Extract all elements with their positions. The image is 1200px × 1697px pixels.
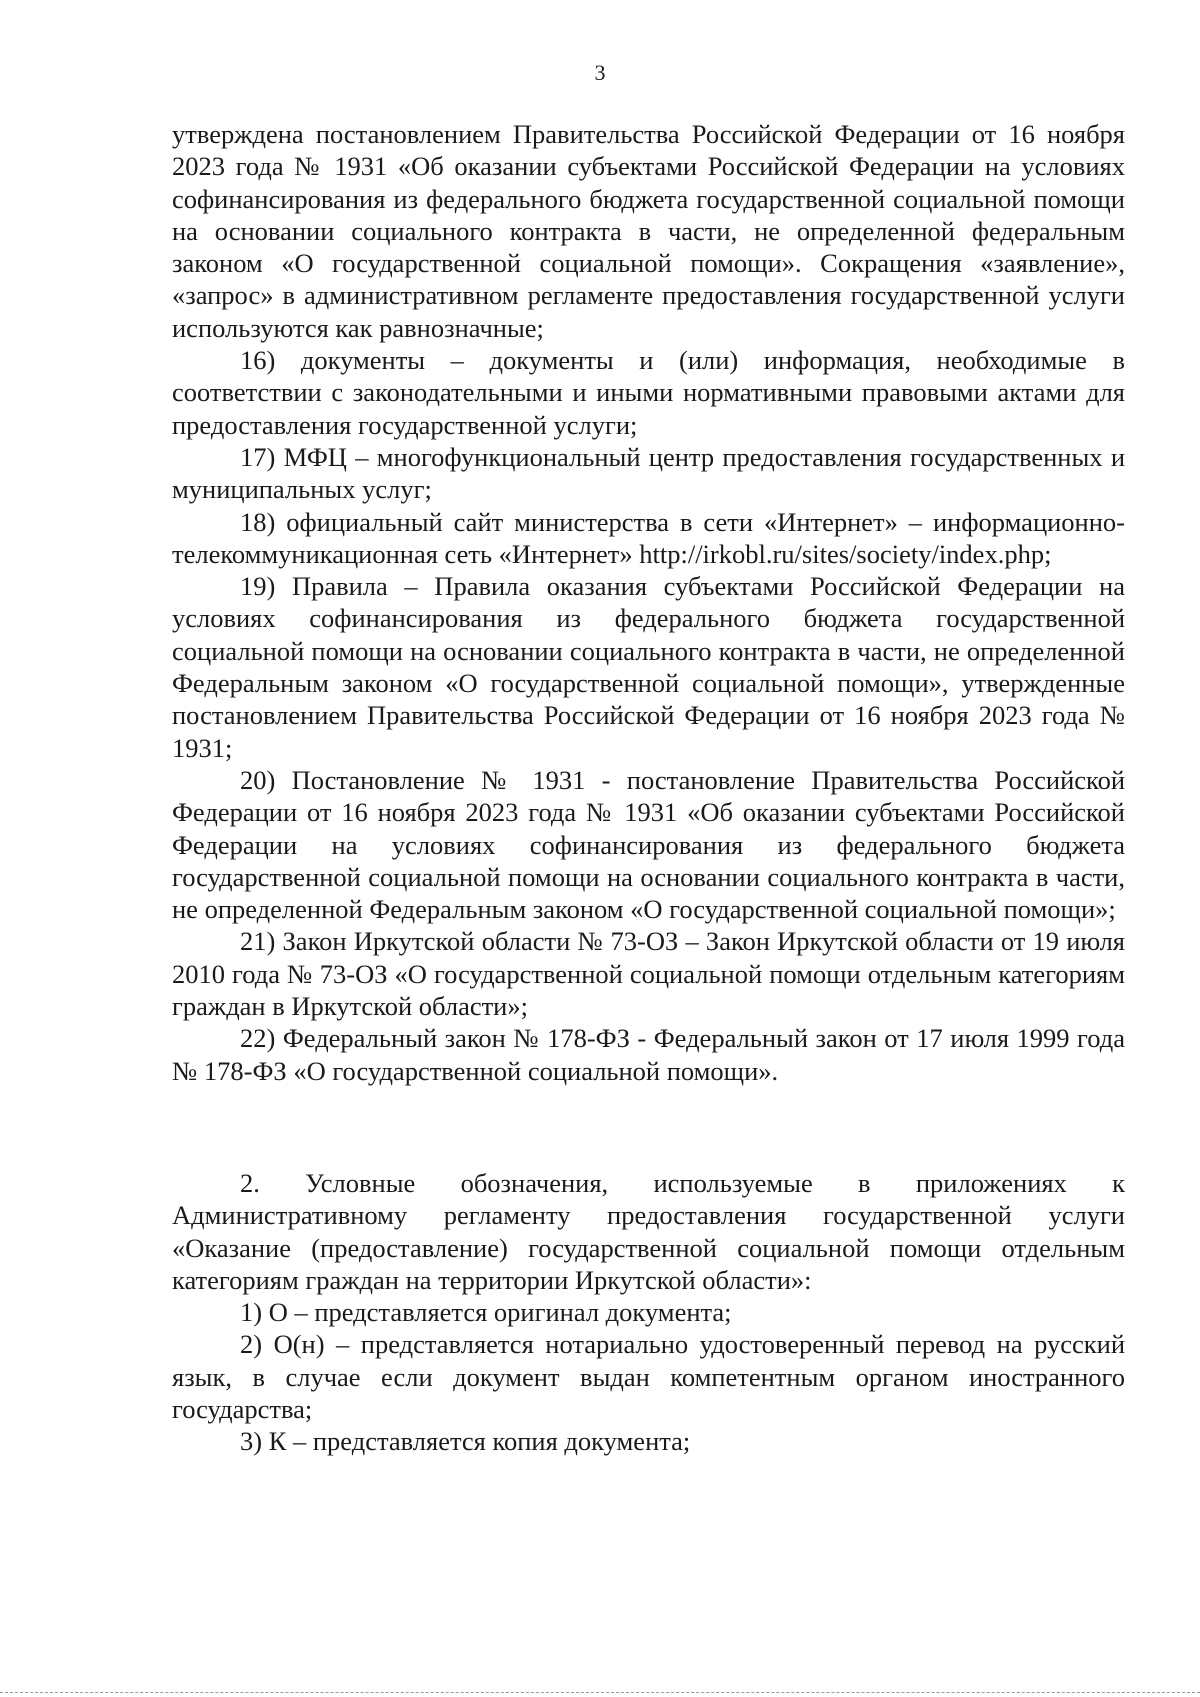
paragraph-continuation: утверждена постановлением Правительства Российской Федерации от 16 ноября 2023 года № 1931 «Об оказании субъектами Российской Федерации на условиях софинансирования из федерального бюджета государственной социальной помощи на основании социального контракта в части, не определенной федеральным законом «О государственной социальной помощи». Сокращения «заявление», «запрос» в административном регламенте предоставления государственной услуги используются как равнозначные; xyxy=(172,119,1125,343)
list-item-17: 17) МФЦ – многофункциональный центр предоставления государственных и муниципальных услуг; xyxy=(172,441,1125,505)
legend-item-original: 1) О – представляется оригинал документа; xyxy=(240,1297,732,1328)
list-item-19: 19) Правила – Правила оказания субъектами Российской Федерации на условиях софинансирования из федерального бюджета государственной социальной помощи на основании социального контракта в части, не определенной Федеральным законом «О государственной социальной помощи», утвержденные постановлением Правительства Российской Федерации от 16 ноября 2023 года № 1931; xyxy=(172,571,1125,763)
legend-item-notarized-translation: 2) О(н) – представляется нотариально удостоверенный перевод на русский язык, в случае если документ выдан компетентным органом иностранного государства; xyxy=(172,1329,1125,1424)
list-item-18: 18) официальный сайт министерства в сети «Интернет» – информационно-телекоммуникационная сеть «Интернет» http://irkobl.ru/sites/society/index.php; xyxy=(172,506,1125,569)
legend-item-copy: 3) К – представляется копия документа; xyxy=(240,1426,691,1457)
document-body xyxy=(172,118,1125,1458)
list-item-20: 20) Постановление № 1931 - постановление Правительства Российской Федерации от 16 ноября 2023 года № 1931 «Об оказании субъектами Российской Федерации на условиях софинансирования из федерального бюджета государственной социальной помощи на основании социального контракта в части, не определенной Федеральным законом «О государственной социальной помощи»; xyxy=(172,764,1125,925)
list-item-22: 22) Федеральный закон № 178-ФЗ - Федеральный закон от 17 июля 1999 года № 178-ФЗ «О государственной социальной помощи». xyxy=(172,1023,1125,1086)
section-spacer xyxy=(172,1087,1125,1167)
section-2-heading-paragraph: 2. Условные обозначения, используемые в приложениях к Административному регламенту предоставления государственной услуги «Оказание (предоставление) государственной социальной помощи отдельным категориям граждан на территории Иркутской области»: xyxy=(172,1167,1125,1295)
scan-edge-line xyxy=(0,1692,1200,1693)
list-item-21: 21) Закон Иркутской области № 73-ОЗ – Закон Иркутской области от 19 июля 2010 года № 73-ОЗ «О государственной социальной помощи отдельным категориям граждан в Иркутской области»; xyxy=(172,926,1125,1022)
page-number: 3 xyxy=(594,60,606,85)
list-item-16: 16) документы – документы и (или) информация, необходимые в соответствии с законодательными и иными нормативными правовыми актами для предоставления государственной услуги; xyxy=(172,345,1125,440)
